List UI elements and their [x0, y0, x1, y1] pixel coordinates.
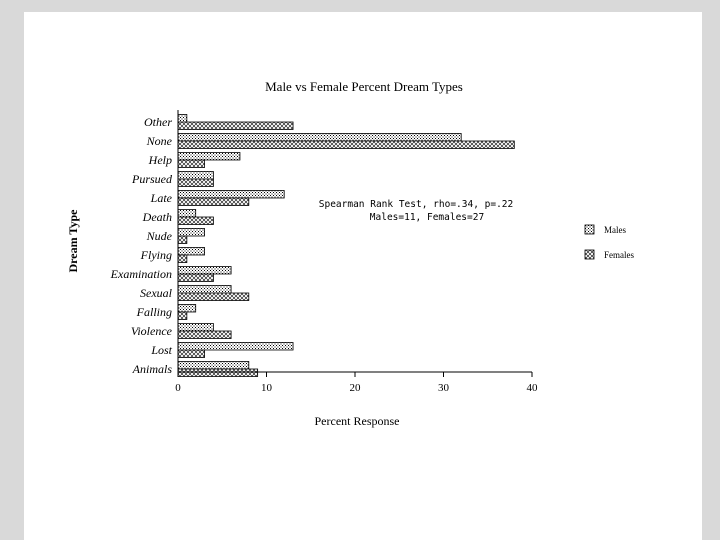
- bar-chart: [24, 12, 702, 540]
- y-tick-label-sexual: Sexual: [140, 286, 172, 300]
- x-tick-label-40: 40: [526, 382, 538, 394]
- y-tick-label-animals: Animals: [132, 362, 172, 376]
- bar-females-help: [178, 160, 205, 168]
- bar-females-nude: [178, 236, 187, 244]
- legend-swatch-males: [585, 225, 594, 234]
- annotation-spearman: Spearman Rank Test, rho=.34, p=.22: [318, 199, 514, 210]
- x-tick-label-30: 30: [438, 382, 449, 394]
- x-tick-label-0: 0: [175, 382, 181, 394]
- legend: [585, 225, 634, 260]
- y-axis-label: Dream Type: [66, 209, 80, 273]
- bar-females-animals: [178, 369, 258, 377]
- bar-males-none: [178, 134, 461, 142]
- bar-males-nude: [178, 229, 205, 237]
- bar-females-other: [178, 122, 293, 130]
- y-tick-label-none: None: [146, 134, 172, 148]
- bar-females-flying: [178, 255, 187, 263]
- bar-males-flying: [178, 248, 205, 256]
- bar-males-help: [178, 153, 240, 161]
- bar-females-death: [178, 217, 213, 225]
- bar-females-sexual: [178, 293, 249, 301]
- y-tick-label-other: Other: [144, 115, 172, 129]
- bar-females-falling: [178, 312, 187, 320]
- y-tick-label-examination: Examination: [110, 267, 172, 281]
- legend-label-males: Males: [604, 225, 626, 235]
- bar-males-death: [178, 210, 196, 218]
- legend-swatch-females: [585, 250, 594, 259]
- bar-males-violence: [178, 324, 213, 332]
- bar-females-violence: [178, 331, 231, 339]
- y-tick-label-violence: Violence: [130, 324, 172, 338]
- bar-males-examination: [178, 267, 231, 275]
- bar-males-animals: [178, 362, 249, 370]
- bar-males-falling: [178, 305, 196, 313]
- bar-females-late: [178, 198, 249, 206]
- x-axis-label: Percent Response: [314, 414, 400, 428]
- bar-males-pursued: [178, 172, 213, 180]
- slide: [24, 12, 702, 540]
- bar-males-sexual: [178, 286, 231, 294]
- annotation-sample-size: Males=11, Females=27: [369, 212, 485, 223]
- y-tick-label-flying: Flying: [140, 248, 172, 262]
- y-tick-label-help: Help: [148, 153, 172, 167]
- plot-area: [110, 115, 538, 395]
- bar-males-lost: [178, 343, 293, 351]
- y-tick-label-pursued: Pursued: [132, 172, 172, 186]
- y-tick-label-death: Death: [142, 210, 172, 224]
- legend-label-females: Females: [604, 250, 634, 260]
- bar-males-other: [178, 115, 187, 123]
- bar-females-lost: [178, 350, 205, 358]
- x-tick-label-20: 20: [349, 382, 361, 394]
- y-tick-label-nude: Nude: [146, 229, 172, 243]
- bar-females-none: [178, 141, 514, 149]
- y-tick-label-lost: Lost: [151, 343, 172, 357]
- bar-females-pursued: [178, 179, 213, 187]
- bar-males-late: [178, 191, 284, 199]
- y-tick-label-late: Late: [150, 191, 172, 205]
- x-tick-label-10: 10: [261, 382, 272, 394]
- chart-title: Male vs Female Percent Dream Types: [265, 79, 463, 94]
- y-tick-label-falling: Falling: [136, 305, 172, 319]
- bar-females-examination: [178, 274, 213, 282]
